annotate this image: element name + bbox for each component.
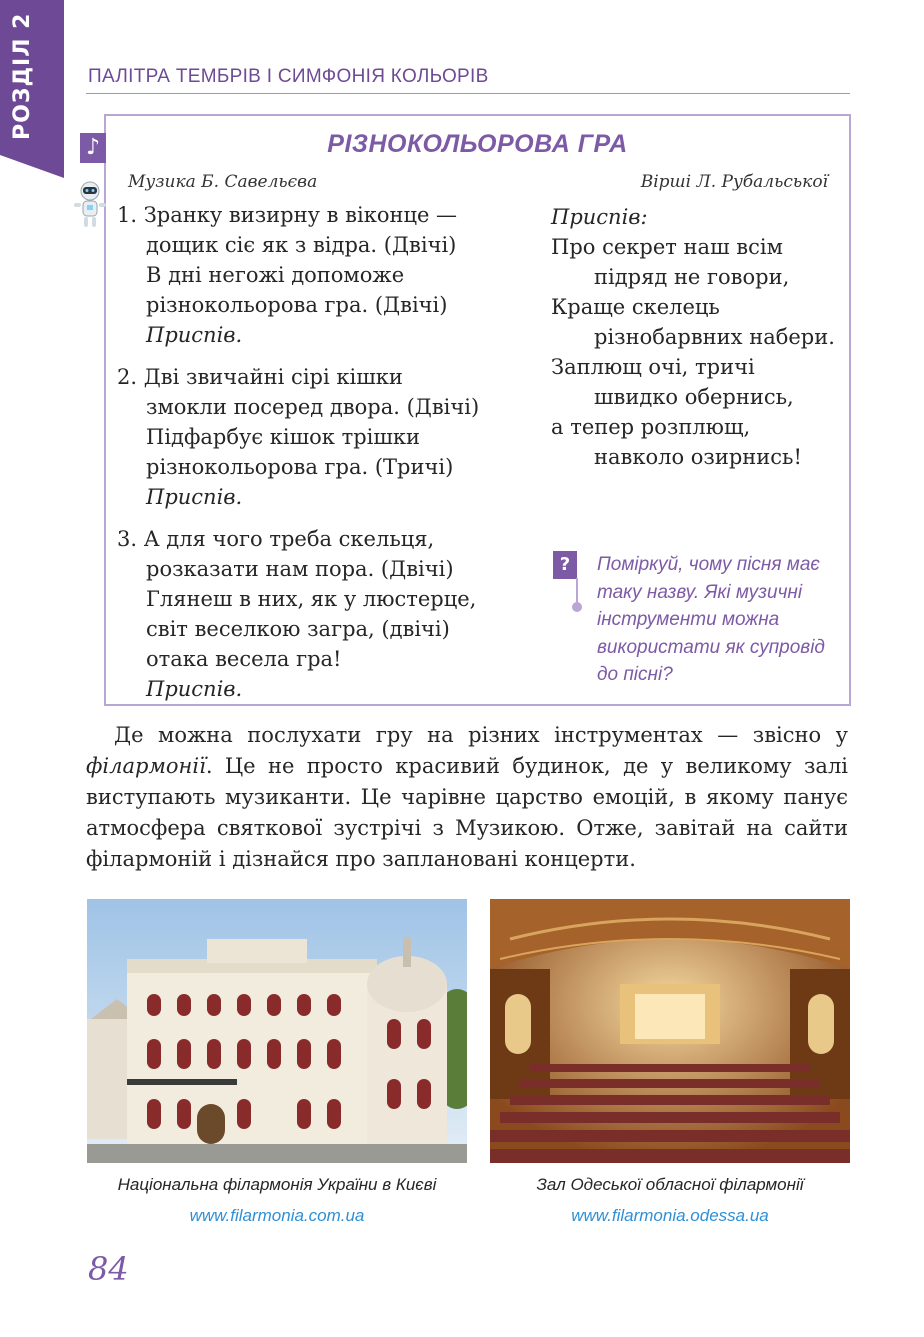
body-emphasis: філармонії [86, 754, 206, 778]
section-tab-label: РОЗДІЛ 2 [10, 12, 35, 140]
chorus-line: Заплющ очі, тричі [551, 355, 755, 379]
chorus-reference: Приспів. [146, 323, 243, 347]
verse-line: В дні негожі допоможе [146, 263, 405, 287]
chorus-line: Про секрет наш всім [551, 235, 783, 259]
odesa-photo-caption: Зал Одеської обласної філармонії [536, 1175, 804, 1194]
chorus-line: Краще скелець [551, 295, 720, 319]
running-head: ПАЛІТРА ТЕМБРІВ І СИМФОНІЯ КОЛЬОРІВ [88, 66, 489, 87]
music-note-icon: ♪ [80, 133, 106, 163]
verse-line: змокли посеред двора. (Двічі) [146, 395, 480, 419]
chorus-line: навколо озирнись! [594, 445, 802, 469]
song-chorus [551, 202, 851, 472]
song-title: РІЗНОКОЛЬОРОВА ГРА [327, 130, 628, 158]
verse-line: світ веселкою загра, (двічі) [146, 617, 450, 641]
robot-icon [68, 178, 112, 230]
verse-line: 1. Зранку визирну в віконце — [117, 203, 458, 227]
kyiv-philharmonic-photo [87, 899, 467, 1163]
body-text: Де можна послухати гру на різних інструментах — звісно у [114, 723, 848, 747]
body-text: . Це не просто красивий будинок, де у великому залі виступають музиканти. Це чарівне царство емоцій, в якому панує атмосфера святкової зустрічі з Музикою. Отже, завітай на сайти філармоній і дізнайся про заплановані концерти. [86, 754, 848, 871]
verse-line: отака весела гра! [146, 647, 342, 671]
verse [117, 362, 517, 512]
verse-line: різнокольорова гра. (Двічі) [146, 293, 448, 317]
chorus-label: Приспів: [551, 205, 648, 229]
chorus-line: швидко обернись, [594, 385, 794, 409]
words-credit: Вірші Л. Рубальської [640, 172, 828, 192]
odesa-philharmonic-link[interactable]: www.filarmonia.odessa.ua [571, 1206, 769, 1225]
chorus-line: підряд не говори, [594, 265, 790, 289]
verse-line: 2. Дві звичайні сірі кішки [117, 365, 403, 389]
verse-line: Глянеш в них, як у люстерце, [146, 587, 477, 611]
question-text: Поміркуй, чому пісня має таку назву. Які музичні інструменти можна використати як супровід до пісні? [597, 554, 825, 685]
chorus-line: різнобарвних набери. [594, 325, 835, 349]
verse-line: 3. А для чого треба скельця, [117, 527, 435, 551]
verse-line: Підфарбує кішок трішки [146, 425, 421, 449]
page-number: 84 [88, 1250, 129, 1288]
chorus-reference: Приспів. [146, 485, 243, 509]
music-credit: Музика Б. Савельєва [128, 172, 318, 192]
verse-line: різнокольорова гра. (Тричі) [146, 455, 454, 479]
chorus-line: а тепер розплющ, [551, 415, 751, 439]
song-verses [117, 200, 517, 716]
verse [117, 200, 517, 350]
chorus-reference: Приспів. [146, 677, 243, 701]
body-paragraph [86, 720, 848, 875]
header-divider [86, 93, 850, 94]
question-dot [572, 602, 582, 612]
verse [117, 524, 517, 704]
question-icon: ? [553, 551, 577, 579]
odesa-philharmonic-hall-photo [490, 899, 850, 1163]
verse-line: розказати нам пора. (Двічі) [146, 557, 454, 581]
section-tab [0, 0, 64, 178]
kyiv-photo-caption: Національна філармонія України в Києві [117, 1175, 437, 1194]
kyiv-philharmonic-link[interactable]: www.filarmonia.com.ua [189, 1206, 365, 1225]
verse-line: дощик сіє як з відра. (Двічі) [146, 233, 457, 257]
